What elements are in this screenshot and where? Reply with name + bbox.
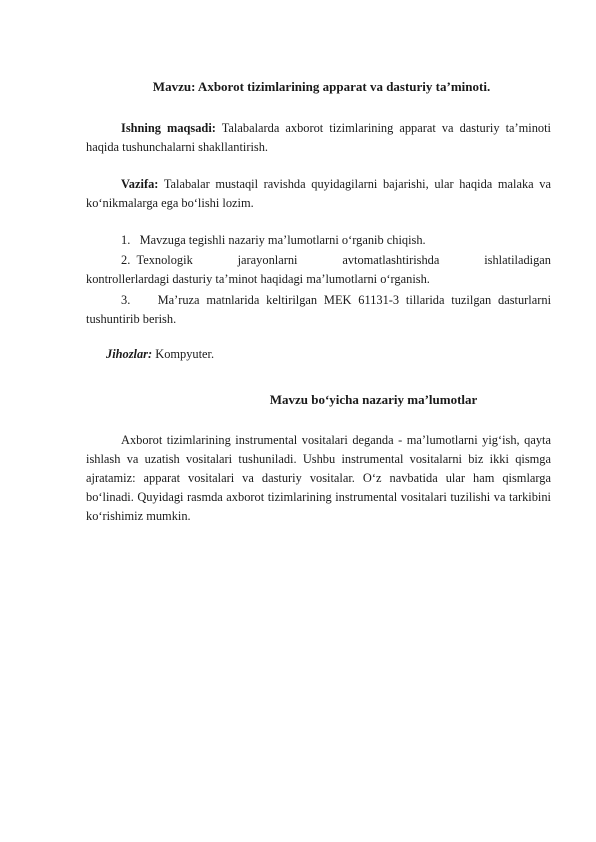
page-title: Mavzu: Axborot tizimlarining apparat va dasturiy ta’minoti.	[152, 79, 491, 94]
list-word: avtomatlashtirishda	[342, 253, 440, 267]
list-item	[86, 251, 551, 289]
equipment-text: Kompyuter.	[155, 347, 215, 361]
equipment-label: Jihozlar:	[106, 347, 153, 361]
task-label: Vazifa:	[121, 177, 159, 191]
section-title: Mavzu bo‘yicha nazariy ma’lumotlar	[269, 392, 478, 407]
goal-label: Ishning maqsadi:	[121, 121, 216, 135]
body-text: Axborot tizimlarining instrumental vositalari deganda - ma’lumotlarni yig‘ish, qayta ishlash va uzatish vositalari tushuniladi. Ushbu instrumental vositalarni biz ikki qismga ajratamiz: apparat vositalari va dasturiy vositalar. O‘z navbatida ular ham qismlarga bo‘linadi. Quyidagi rasmda axborot tizimlarining instrumental vositalari tuzilishi va tarkibini ko‘rishimiz mumkin.	[86, 433, 551, 523]
equipment-line	[106, 345, 571, 364]
list-word: Texnologik	[136, 253, 193, 267]
list-text: Mavzuga tegishli nazariy ma’lumotlarni o‘rganib chiqish.	[139, 233, 426, 247]
task-text: Talabalar mustaqil ravishda quyidagilarni bajarishi, ular haqida malaka va ko‘nikmalarga ega bo‘lishi lozim.	[86, 177, 551, 210]
list-word: jarayonlarni	[237, 253, 298, 267]
list-item	[86, 231, 551, 250]
list-number: 3.	[121, 293, 131, 307]
body-paragraph	[86, 431, 551, 526]
goal-text: Talabalarda axborot tizimlarining apparat va dasturiy ta’minoti haqida tushunchalarni shakllantirish.	[86, 121, 551, 154]
list-text-continuation: kontrollerlardagi dasturiy ta’minot haqidagi ma’lumotlarni o‘rganish.	[86, 272, 430, 286]
list-text: Ma’ruza matnlarida keltirilgan MEK 61131-3 tillarida tuzilgan dasturlarni tushuntirib berish.	[86, 293, 552, 326]
list-word: ishlatiladigan	[484, 253, 551, 267]
list-number: 1.	[121, 233, 131, 247]
task-paragraph	[86, 175, 551, 213]
list-item	[86, 291, 551, 329]
goal-paragraph	[86, 119, 551, 157]
list-number: 2.	[121, 253, 131, 267]
